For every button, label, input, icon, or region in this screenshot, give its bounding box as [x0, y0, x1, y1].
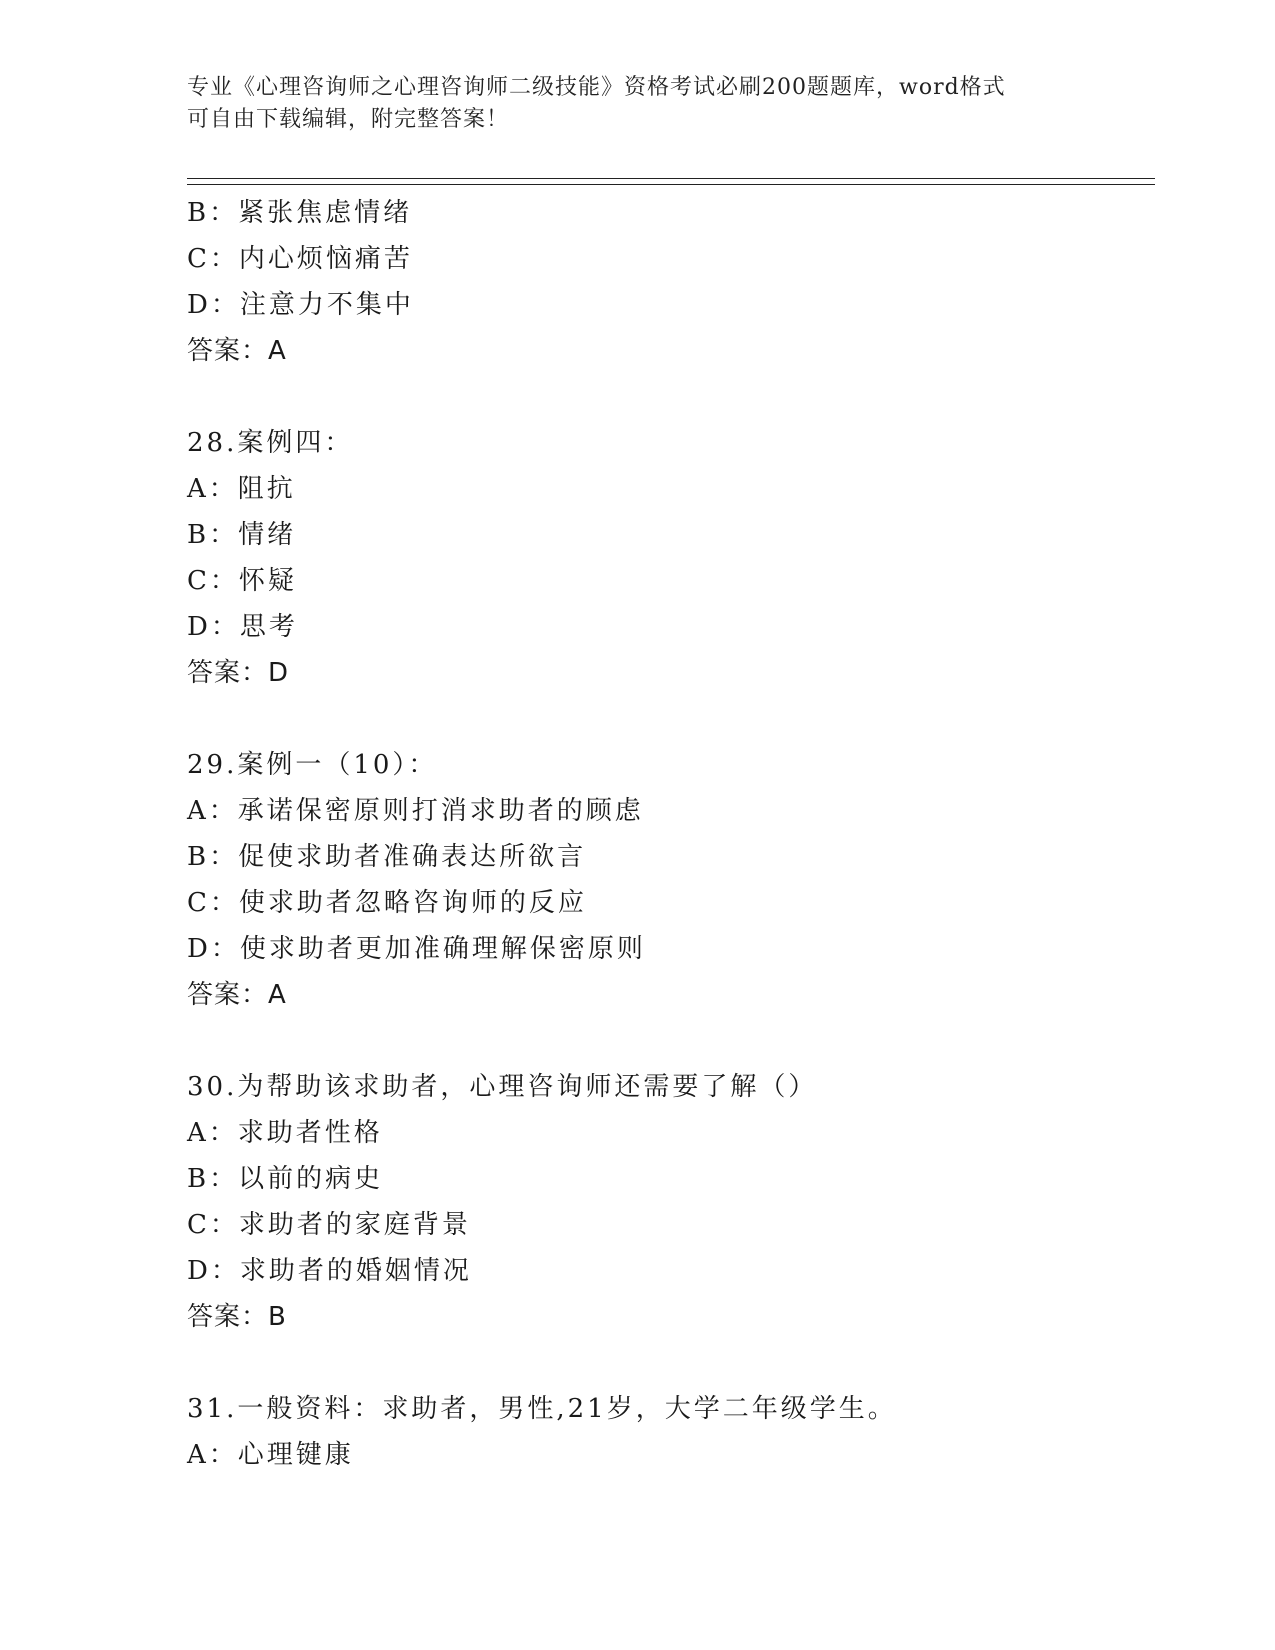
option-b: B：紧张焦虑情绪	[187, 198, 413, 228]
option-c: C：内心烦恼痛苦	[187, 244, 413, 274]
question-title: 28.案例四：	[187, 428, 354, 458]
option-a: A：承诺保密原则打消求助者的顾虑	[187, 796, 644, 826]
question-title: 30.为帮助该求助者，心理咨询师还需要了解（）	[187, 1072, 818, 1102]
question-title: 31.一般资料：求助者，男性,21岁，大学二年级学生。	[187, 1394, 897, 1424]
header-line-1: 专业《心理咨询师之心理咨询师二级技能》资格考试必刷200题题库，word格式	[187, 75, 1006, 100]
answer-line: 答案：A	[187, 336, 287, 366]
option-c: C：使求助者忽略咨询师的反应	[187, 888, 587, 918]
question-block-29	[187, 742, 1155, 1018]
option-a: A：心理键康	[187, 1440, 354, 1470]
question-block-continued	[187, 190, 1155, 374]
option-a: A：阻抗	[187, 474, 296, 504]
question-block-30	[187, 1064, 1155, 1340]
option-b: B：情绪	[187, 520, 297, 550]
question-title: 29.案例一（10）：	[187, 750, 438, 780]
option-a: A：求助者性格	[187, 1118, 383, 1148]
header-line-2: 可自由下载编辑，附完整答案！	[187, 107, 510, 132]
option-d: D：使求助者更加准确理解保密原则	[187, 934, 646, 964]
option-d: D：思考	[187, 612, 298, 642]
answer-line: 答案：B	[187, 1302, 287, 1332]
header-divider	[187, 178, 1155, 185]
answer-line: 答案：D	[187, 658, 290, 688]
option-b: B：促使求助者准确表达所欲言	[187, 842, 587, 872]
option-d: D：注意力不集中	[187, 290, 414, 320]
option-c: C：求助者的家庭背景	[187, 1210, 471, 1240]
option-b: B：以前的病史	[187, 1164, 384, 1194]
answer-line: 答案：A	[187, 980, 287, 1010]
option-d: D：求助者的婚姻情况	[187, 1256, 472, 1286]
question-list	[187, 190, 1155, 1478]
question-block-28	[187, 420, 1155, 696]
option-c: C：怀疑	[187, 566, 297, 596]
question-block-31	[187, 1386, 1155, 1478]
document-header	[187, 72, 1087, 136]
